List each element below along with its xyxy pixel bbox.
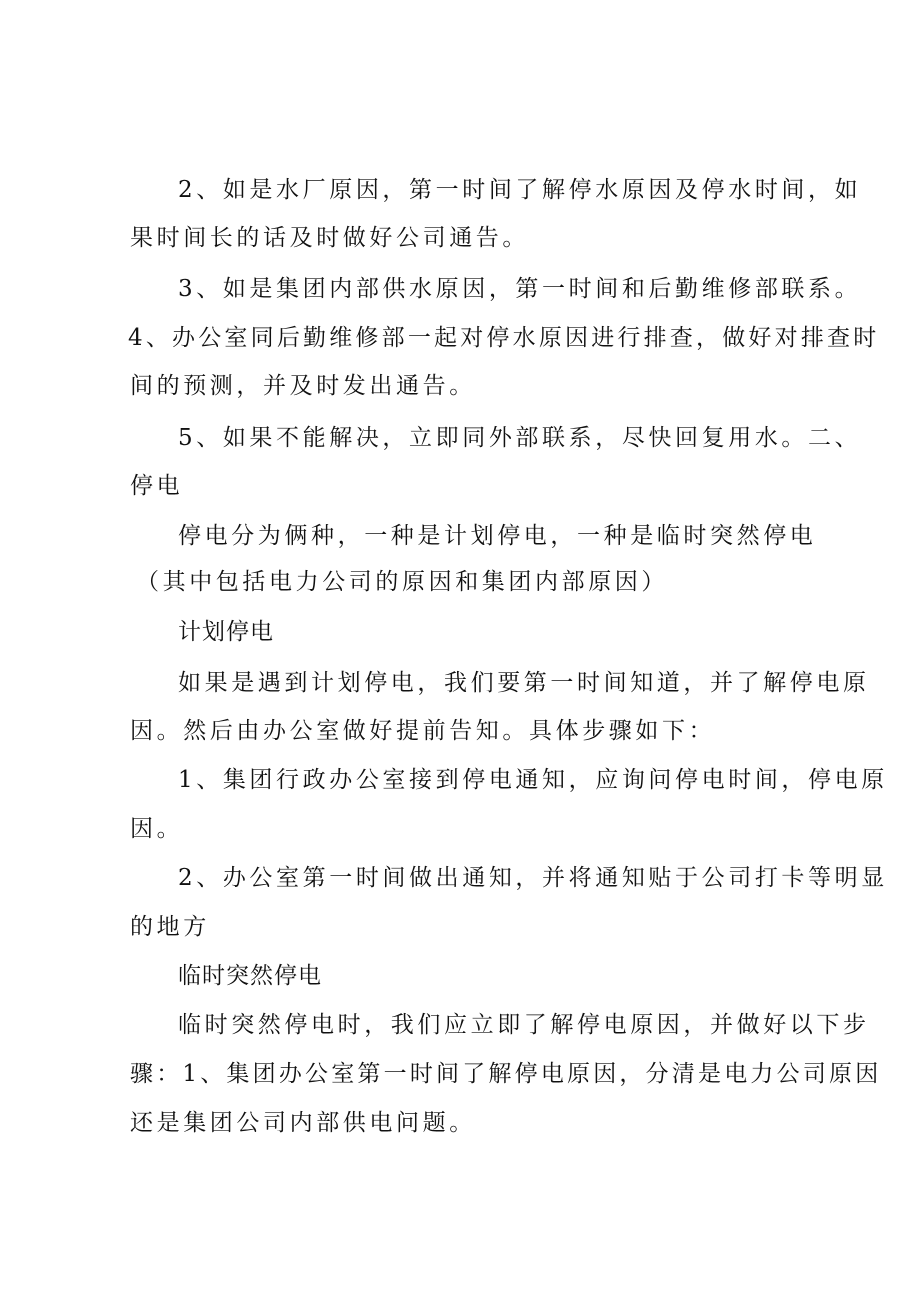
paragraph-line: 2、办公室第一时间做出通知，并将通知贴于公司打卡等明显 xyxy=(178,865,888,891)
section-heading-power-outage: 停电 xyxy=(130,473,184,499)
paragraph-line: 间的预测，并及时发出通告。 xyxy=(130,373,476,399)
subheading-planned-outage: 计划停电 xyxy=(178,619,274,645)
paragraph-line: 停电分为俩种，一种是计划停电，一种是临时突然停电 xyxy=(178,523,817,549)
paragraph-line: 2、如是水厂原因，第一时间了解停水原因及停水时间，如 xyxy=(178,177,862,203)
paragraph-line: 4、办公室同后勤维修部一起对停水原因进行排查，做好对排查时 xyxy=(128,325,880,351)
paragraph-line: 5、如果不能解决，立即同外部联系，尽快回复用水。二、 xyxy=(178,425,862,451)
paragraph-line: 因。然后由办公室做好提前告知。具体步骤如下： xyxy=(130,718,716,744)
paragraph-line: 临时突然停电时，我们应立即了解停电原因，并做好以下步 xyxy=(178,1012,870,1038)
paragraph-line: 果时间长的话及时做好公司通告。 xyxy=(130,225,529,251)
paragraph-line: 1、集团行政办公室接到停电通知，应询问停电时间，停电原 xyxy=(178,767,888,793)
paragraph-line: 骤：1、集团办公室第一时间了解停电原因，分清是电力公司原因 xyxy=(130,1061,882,1087)
paragraph-line: 3、如是集团内部供水原因，第一时间和后勤维修部联系。 xyxy=(178,276,862,302)
paragraph-line: 如果是遇到计划停电，我们要第一时间知道，并了解停电原 xyxy=(178,670,870,696)
paragraph-line: 还是集团公司内部供电问题。 xyxy=(130,1110,476,1136)
paragraph-line: （其中包括电力公司的原因和集团内部原因） xyxy=(136,569,668,595)
paragraph-line: 因。 xyxy=(130,816,184,842)
subheading-sudden-outage: 临时突然停电 xyxy=(178,963,322,989)
paragraph-line: 的地方 xyxy=(130,914,210,940)
